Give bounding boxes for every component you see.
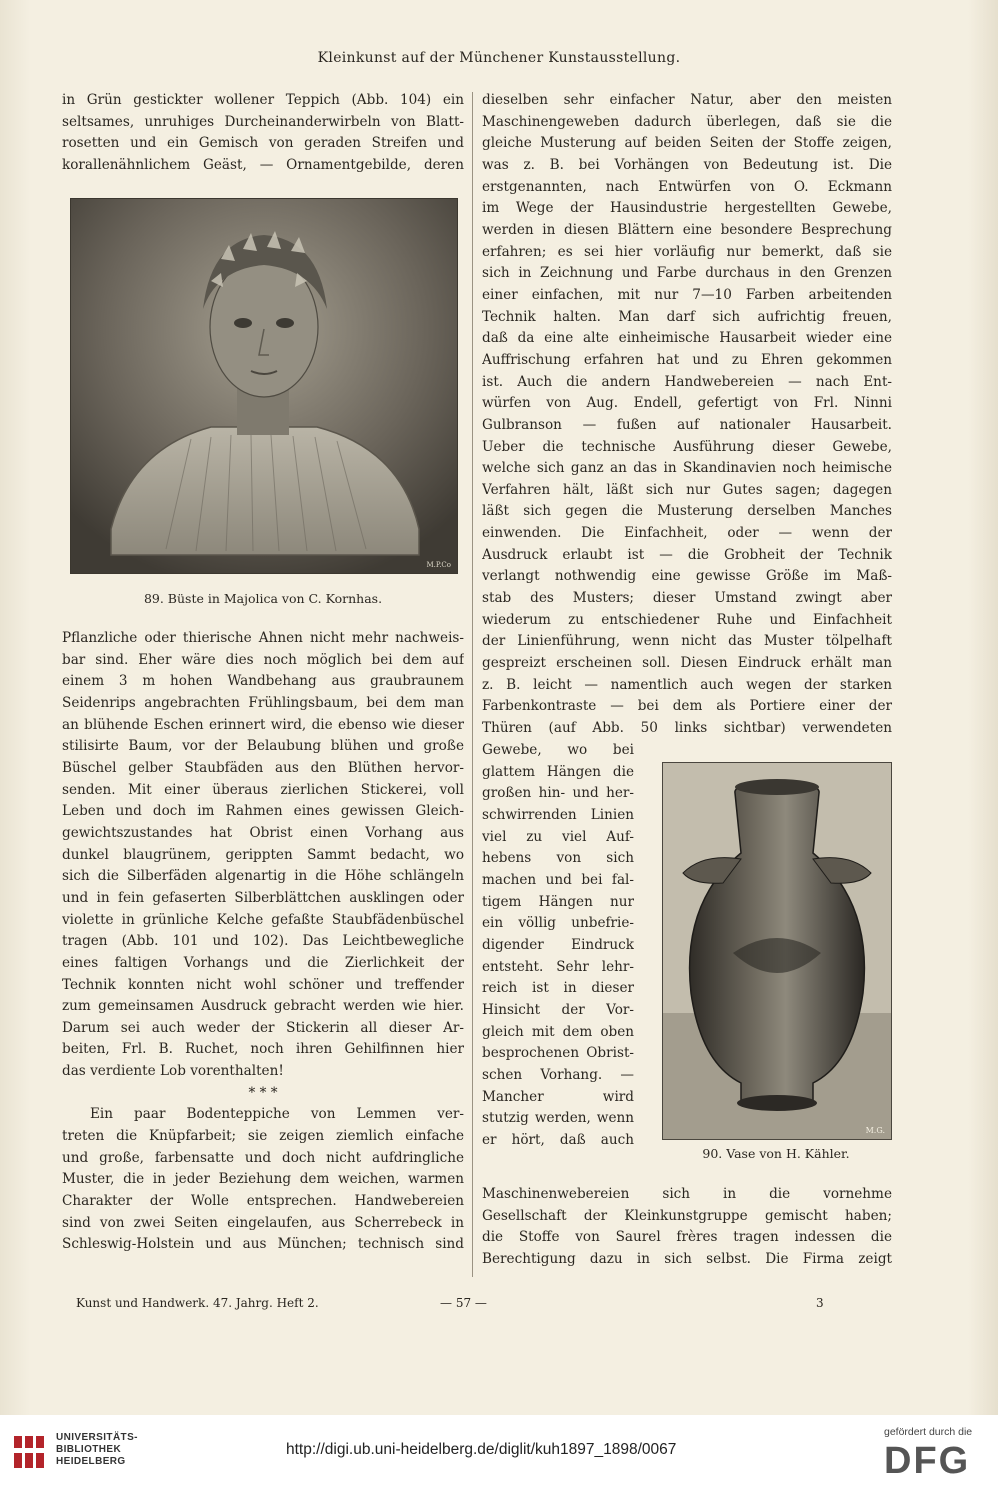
text-line: Berechtigung dazu in sich selbst. Die Firma zeigt — [482, 1250, 892, 1267]
text-line: Farbenkontraste — bei dem als Portiere einer der — [482, 698, 892, 715]
text-line: großen hin- und her- — [482, 785, 634, 802]
permalink-url[interactable]: http://digi.ub.uni-heidelberg.de/diglit/kuh1897_1898/0067 — [286, 1441, 677, 1458]
text-line: und große, farbensatte und doch nicht aufdringliche — [62, 1149, 464, 1166]
footer-journal: Kunst und Handwerk. 47. Jahrg. Heft 2. — [76, 1296, 319, 1310]
text-line: Gewebe, wo bei — [482, 742, 634, 758]
text-line: stutzig werden, wenn — [482, 1110, 634, 1127]
text-line: er hört, daß auch — [482, 1131, 634, 1148]
text-line: gewichtszustandes hat Obrist einen Vorhang aus — [62, 824, 464, 841]
left-column-lower — [62, 628, 464, 1256]
text-line: schen Vorhang. — — [482, 1066, 634, 1083]
right-column-end — [482, 1184, 892, 1271]
text-line: Maschinenwebereien sich in die vornehme — [482, 1186, 892, 1202]
running-head: Kleinkunst auf der Münchener Kunstausstellung. — [317, 50, 681, 66]
right-column — [482, 90, 892, 740]
text-line: entsteht. Sehr lehr- — [482, 958, 634, 975]
text-line: treten die Knüpfarbeit; sie zeigen ziemlich einfache — [62, 1128, 464, 1145]
text-line: besprochenen Obrist- — [482, 1045, 634, 1062]
text-line: Thüren (auf Abb. 50 links sichtbar) verwendeten — [482, 720, 892, 737]
text-line: daß da eine alte einheimische Hausarbeit wieder eine — [482, 330, 892, 347]
text-line: sich die Silberfäden algenartig in die Höhe schlängeln — [62, 868, 464, 885]
text-line: läßt sich gegen die Musterung derselben Manches — [482, 503, 892, 520]
text-line: eines faltigen Vorhangs und die Zierlichkeit der — [62, 954, 464, 971]
text-line: Mancher wird — [482, 1088, 634, 1105]
library-logo-icon[interactable] — [12, 1432, 48, 1472]
text-line: violette in grünliche Kelche gefaßte Staubfädenbüschel — [62, 911, 464, 928]
text-line: stilisirte Baum, vor der Belaubung blühen und große — [62, 738, 464, 755]
text-line: schwirrenden Linien — [482, 806, 634, 823]
text-line: Darum sei auch weder der Stickerin all dieser Ar- — [62, 1019, 464, 1036]
text-line: Muster, die in jeder Beziehung dem weichen, warmen — [62, 1171, 464, 1188]
text-line: Technik halten. Man darf sich aufrichtig freuen, — [482, 308, 892, 325]
text-line: was z. B. bei Vorhängen von Bedeutung ist. Die — [482, 156, 892, 173]
text-line: gleiche Musterung auf beiden Seiten der Stoffe zeigen, — [482, 135, 892, 152]
text-line: viel zu viel Auf- — [482, 828, 634, 845]
column-divider — [472, 92, 473, 1277]
text-line: an blühende Eschen erinnert wird, die ebenso wie dieser — [62, 716, 464, 733]
figure-90-caption: 90. Vase von H. Kähler. — [702, 1146, 850, 1161]
text-line: Verfahren hält, läßt sich nur Gutes sagen; dagegen — [482, 481, 892, 498]
text-line: zum gemeinsamen Ausdruck gebracht werden wie hier. — [62, 998, 464, 1015]
text-line: werden in diesen Blättern eine besondere Besprechung — [482, 221, 892, 238]
text-line: welche sich ganz an das in Skandinavien noch heimische — [482, 460, 892, 477]
figure-vase-image — [662, 762, 892, 1140]
text-line: Schleswig-Holstein und aus München; technisch sind — [62, 1236, 464, 1253]
left-column — [62, 90, 464, 177]
text-line: beiten, Frl. B. Ruchet, noch ihren Gehilfinnen hier — [62, 1041, 464, 1058]
text-line: gleich mit dem oben — [482, 1023, 634, 1040]
text-line: erstgenannten, nach Entwürfen von O. Eckmann — [482, 178, 892, 195]
text-line: erfahren; es sei hier vorläufig nur bemerkt, daß sie — [482, 243, 892, 260]
text-line: tragen (Abb. 101 und 102). Das Leichtbewegliche — [62, 933, 464, 950]
text-line: Ueber die technische Ausführung dieser Gewebe, — [482, 438, 892, 455]
text-line: Technik konnten nicht wohl schöner und treffender — [62, 976, 464, 993]
text-line: Auffrischung erfahren hat und zu Ehren gekommen — [482, 351, 892, 368]
text-line: hebens von sich — [482, 850, 634, 867]
text-line: Hinsicht der Vor- — [482, 1001, 634, 1018]
text-line: im Wege der Hausindustrie hergestellten Gewebe, — [482, 200, 892, 217]
text-line: dieselben sehr einfacher Natur, aber den meisten — [482, 92, 892, 108]
text-line: Leben und doch im Rahmen eines gewissen Gleich- — [62, 803, 464, 820]
text-line: wiederum zu entschiedener Ruhe und Einfachheit — [482, 611, 892, 628]
text-line: der Linienführung, wenn nicht das Muster tölpelhaft — [482, 633, 892, 650]
text-line: sich in Zeichnung und Farbe durchaus in den Grenzen — [482, 265, 892, 282]
text-line: sind von zwei Seiten eingelaufen, aus Scherrebeck in — [62, 1214, 464, 1231]
funded-by-label: gefördert durch die — [884, 1426, 973, 1438]
text-line: glattem Hängen die — [482, 763, 634, 780]
figure-mark-1: M.P.Co — [426, 561, 451, 569]
text-line: dunkel blaugrünem, gerippten Sammt bedacht, wo — [62, 846, 464, 863]
text-line: verlangt nothwendig eine gewisse Größe im Maß- — [482, 568, 892, 585]
text-line: digender Eindruck — [482, 936, 634, 953]
text-line: rosetten und ein Gemisch von geraden Streifen und — [62, 135, 464, 152]
text-line: gespreizt erscheinen soll. Diesen Eindruck erhält man — [482, 655, 892, 672]
text-line: reich ist in dieser — [482, 980, 634, 997]
vase-illustration — [663, 763, 891, 1139]
text-line: z. B. leicht — namentlich auch wegen der starken — [482, 676, 892, 693]
footer-page-number: — 57 — — [440, 1296, 487, 1310]
text-line: bar sind. Eher wäre dies noch möglich bei dem auf — [62, 651, 464, 668]
dfg-logo[interactable]: DFG — [884, 1440, 971, 1482]
text-line: Maschinengeweben dadurch überlegen, daß sie die — [482, 113, 892, 130]
text-line: einwenden. Die Einfachheit, oder — wenn der — [482, 525, 892, 542]
text-line: Ein paar Bodenteppiche von Lemmen ver- — [90, 1106, 464, 1123]
text-line: Charakter der Wolle entsprechen. Handwebereien — [62, 1193, 464, 1210]
text-line: seltsames, unruhiges Durcheinanderwirbeln von Blatt- — [62, 113, 464, 130]
text-line: Ausdruck erlaubt ist — die Grobheit der Technik — [482, 546, 892, 563]
text-line: einer einfachen, mit nur 7—10 Farben arbeitenden — [482, 286, 892, 303]
text-line: ein völlig unbefrie- — [482, 915, 634, 932]
text-line: und in fein gefaserten Silberblättchen ausklingen oder — [62, 889, 464, 906]
right-column-wrap-text — [482, 740, 634, 1151]
section-separator: * * * — [248, 1084, 278, 1101]
text-line: senden. Mit einer überaus zierlichen Stickerei, voll — [62, 781, 464, 798]
text-line: das verdiente Lob vorenthalten! — [62, 1063, 284, 1080]
text-line: Gesellschaft der Kleinkunstgruppe gemischt haben; — [482, 1207, 892, 1224]
text-line: Pflanzliche oder thierische Ahnen nicht mehr nachweis- — [62, 630, 464, 646]
text-line: machen und bei fal- — [482, 871, 634, 888]
figure-bust-image — [70, 198, 458, 574]
text-line: tigem Hängen nur — [482, 893, 634, 910]
text-line: Büschel gelber Staubfäden aus den Blüthen hervor- — [62, 759, 464, 776]
text-line: würfen von Aug. Endell, gefertigt von Frl. Ninni — [482, 395, 892, 412]
bust-illustration — [71, 199, 457, 573]
footer-signature: 3 — [816, 1296, 824, 1310]
text-line: Gulbranson — fußen auf nationaler Hausarbeit. — [482, 416, 892, 433]
figure-89-caption: 89. Büste in Majolica von C. Kornhas. — [143, 591, 383, 606]
text-line: in Grün gestickter wollener Teppich (Abb. 104) ein — [62, 92, 464, 108]
text-line: Seidenrips angebrachten Frühlingsbaum, bei dem man — [62, 694, 464, 711]
text-line: die Stoffe von Saurel frères tragen indessen die — [482, 1229, 892, 1246]
text-line: einem 3 m hohen Wandbehang aus graubraunem — [62, 673, 464, 690]
text-line: korallenähnlichem Geäst, — Ornamentgebilde, deren — [62, 156, 464, 173]
figure-mark-2: M.G. — [865, 1126, 885, 1135]
text-line: ist. Auch die andern Handwebereien — nach Ent- — [482, 373, 892, 390]
text-line: stab des Musters; dieser Umstand zwingt aber — [482, 590, 892, 607]
library-name[interactable]: UNIVERSITÄTS- BIBLIOTHEK HEIDELBERG — [56, 1432, 138, 1467]
